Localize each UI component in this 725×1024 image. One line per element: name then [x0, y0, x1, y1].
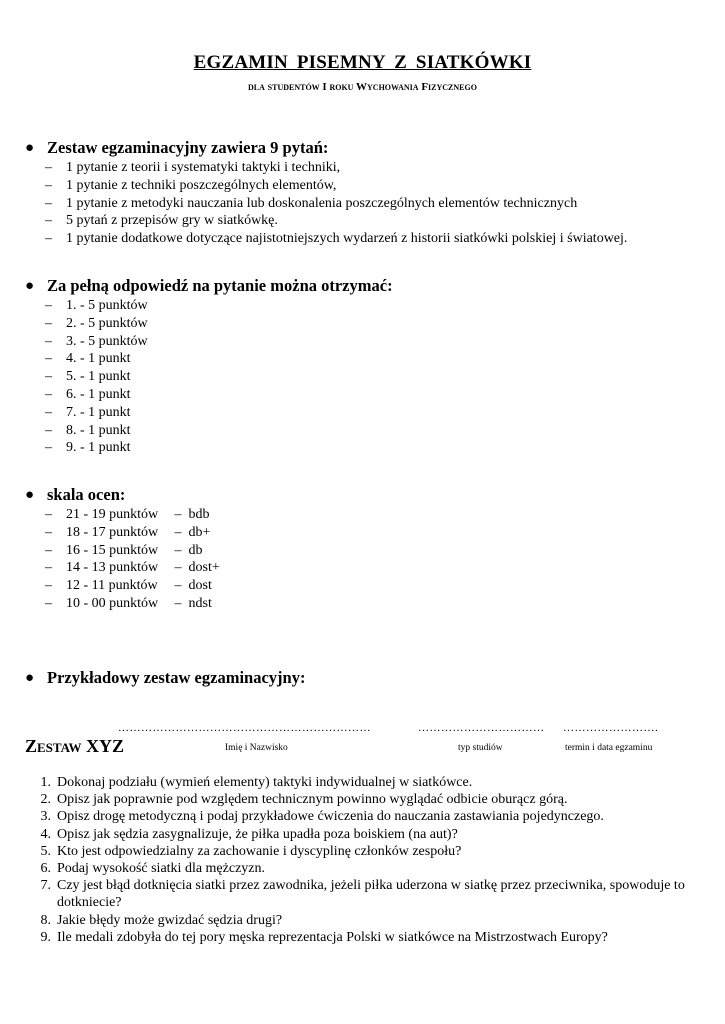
question-item: 6. Podaj wysokość siatki dla mężczyzn. [40, 861, 266, 877]
section-example [25, 667, 715, 689]
question-item: 8. Jakie błędy może gwizdać sędzia drugi? [40, 912, 283, 928]
list-item: – 5 pytań z przepisów gry w siatkówkę. [45, 213, 278, 229]
set-label: Zestaw XYZ [25, 736, 125, 756]
list-item: – 21 - 19 punktów – bdb [45, 507, 210, 522]
list-item: – 9. - 1 punkt [45, 440, 131, 456]
composition-list [25, 159, 715, 248]
name-fill-line[interactable]: ………………………………………………………… [118, 722, 371, 734]
bullet-icon: ● [25, 487, 35, 503]
bullet-icon: ● [25, 140, 35, 156]
exam-term-fill-line[interactable]: ……………………. [563, 722, 659, 734]
bullet-icon: ● [25, 278, 35, 294]
question-item: 1. Dokonaj podziału (wymień elementy) taktyki indywidualnej w siatkówce. [40, 775, 473, 790]
question-list [25, 774, 715, 946]
list-item: – 4. - 1 punkt [45, 351, 131, 367]
section-grading [25, 484, 715, 613]
section-composition [25, 137, 715, 248]
document-subtitle: dla studentów I roku Wychowania Fizycznego [248, 81, 477, 93]
question-item: 7. Czy jest błąd dotknięcia siatki przez zawodnika, jeżeli piłka uderzona w siatkę przez przeciwnika, spowoduje to dotkniecie? [40, 878, 685, 911]
list-item: – 5. - 1 punkt [45, 369, 131, 385]
list-item: – 16 - 15 punktów – db [45, 542, 203, 558]
section-heading: Za pełną odpowiedź na pytanie można otrzymać: [47, 276, 393, 295]
section-heading: Zestaw egzaminacyjny zawiera 9 pytań: [47, 138, 329, 157]
question-item: 5. Kto jest odpowiedzialny za zachowanie i dyscyplinę członków zespołu? [40, 843, 462, 859]
list-item: – 2. - 5 punktów [45, 315, 148, 331]
section-heading: skala ocen: [47, 485, 126, 504]
list-item: – 12 - 11 punktów – dost [45, 578, 212, 594]
section-heading: Przykładowy zestaw egzaminacyjny: [47, 668, 306, 687]
list-item: – 1 pytanie z techniki poszczególnych elementów, [45, 177, 337, 193]
list-item: – 1. - 5 punktów [45, 298, 148, 313]
list-item: – 14 - 13 punktów – dost+ [45, 560, 220, 576]
caption-study-type: typ studiów [458, 743, 503, 753]
points-list [25, 297, 715, 457]
section-points [25, 275, 715, 457]
list-item: – 1 pytanie z teorii i systematyki taktyki i techniki, [45, 160, 341, 175]
list-item: – 8. - 1 punkt [45, 422, 131, 438]
list-item: – 3. - 5 punktów [45, 333, 148, 349]
question-item: 4. Opisz jak sędzia zasygnalizuje, że piłka upadła poza boiskiem (na aut)? [40, 826, 458, 842]
document-title: EGZAMIN PISEMNY Z SIATKÓWKI [193, 52, 532, 73]
bullet-icon: ● [25, 670, 35, 686]
list-item: – 1 pytanie dodatkowe dotyczące najistotniejszych wydarzeń z historii siatkówki polskiej i światowej. [45, 231, 628, 247]
list-item: – 18 - 17 punktów – db+ [45, 524, 211, 540]
question-item: 2. Opisz jak poprawnie pod względem technicznym powinno wyglądać odbicie oburącz górą. [40, 792, 568, 808]
question-item: 3. Opisz drogę metodyczną i podaj przykładowe ćwiczenia do nauczania zastawiania pojedynczego. [40, 809, 604, 825]
study-type-fill-line[interactable]: …………………………… [418, 722, 545, 734]
caption-exam-term: termin i data egzaminu [565, 743, 653, 753]
question-item: 9. Ile medali zdobyła do tej pory męska reprezentacja Polski w siatkówce na Mistrzostwach Europy? [40, 929, 608, 945]
grading-list [25, 506, 715, 613]
list-item: – 7. - 1 punkt [45, 404, 131, 420]
list-item: – 6. - 1 punkt [45, 386, 131, 402]
caption-name: Imię i Nazwisko [225, 743, 288, 753]
list-item: – 1 pytanie z metodyki nauczania lub doskonalenia poszczególnych elementów technicznych [45, 195, 578, 211]
list-item: – 10 - 00 punktów – ndst [45, 595, 212, 611]
